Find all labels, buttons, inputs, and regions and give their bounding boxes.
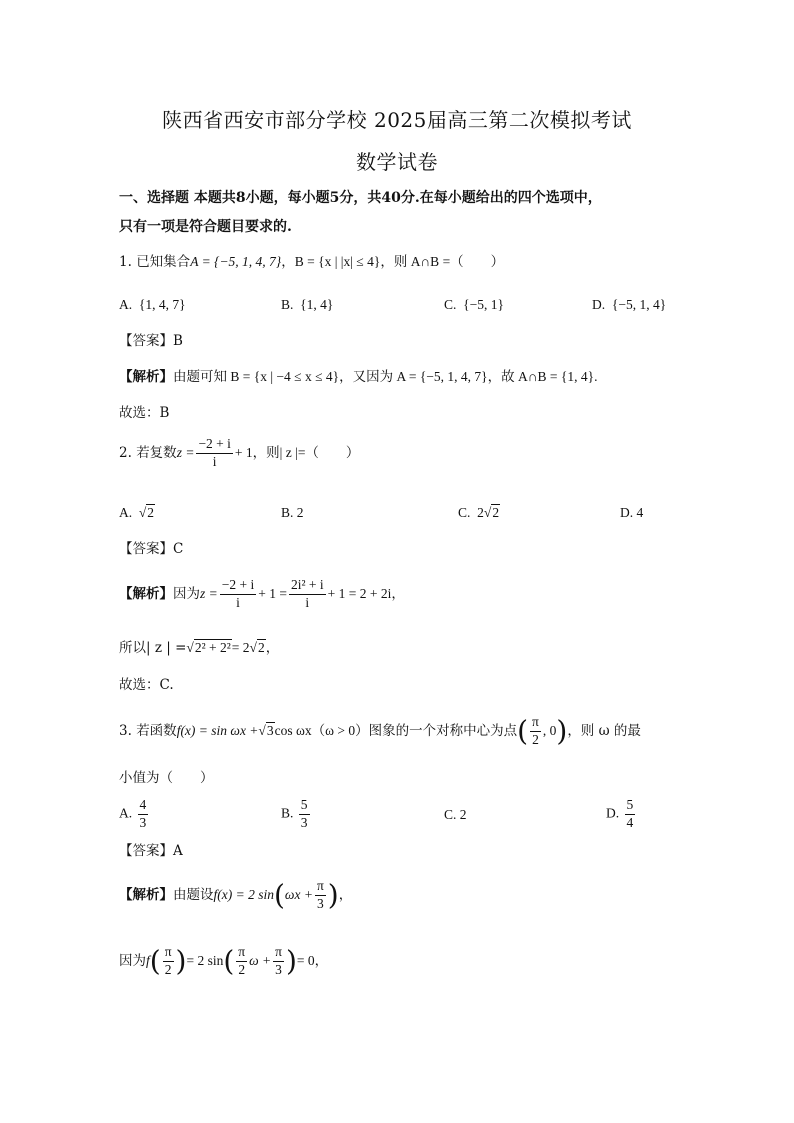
fraction-numerator: π [315,878,326,896]
radicand: 2² + 2² [194,640,231,655]
fraction [315,878,326,913]
left-paren: ( [273,878,285,912]
option-value: {−5, 1, 4} [611,297,667,312]
question-number: 3. [119,722,132,739]
equals-2sin: = 2 sin [186,952,224,968]
option-a[interactable] [119,297,186,313]
option-c[interactable]: C. 2 [444,807,467,822]
left-paren: ( [517,714,529,748]
analysis-prefix: 由题设 [173,886,214,903]
fraction-denominator: 3 [300,814,308,830]
page-title: 陕西省西安市部分学校 2025届高三第二次模拟考试 [162,108,632,132]
option-a[interactable] [119,797,150,832]
analysis-text: 由题可知 B = {x | −4 ≤ x ≤ 4}，又因为 A = {−5, 1, 4, 7}，故 A∩B = {1, 4}. [173,369,598,384]
analysis-tag: 【解析】 [119,369,173,385]
question-1-stem [119,254,504,270]
fraction [289,577,326,612]
fraction [196,436,232,471]
fraction-denominator: 3 [139,814,147,830]
stem-suffix: ，则 ω 的最 [567,722,641,739]
answer-3: 【答案】A [119,843,183,859]
fraction-numerator: 5 [625,797,636,815]
option-coefficient: 2 [477,505,484,520]
fraction [163,944,174,979]
line-end: ， [265,640,280,656]
stem-text: 若函数 [136,722,177,739]
result: + 1 = 2 + 2i， [327,585,405,601]
fraction-denominator: 2 [532,731,539,747]
fraction [299,797,310,832]
option-d[interactable]: D. 4 [620,505,644,520]
set-a: A = {−5, 1, 4, 7} [190,254,282,269]
option-a[interactable]: A. √2 [119,505,155,520]
fraction-denominator: i [212,453,217,469]
question-2-stem [119,436,359,471]
fraction-numerator: π [530,714,541,732]
fraction-numerator: π [273,944,284,962]
section-heading-line1: 一、选择题 本题共8小题，每小题5分，共40分.在每小题给出的四个选项中， [119,190,602,206]
plus-one-equals: + 1 = [258,585,287,601]
z-equals: z = [200,585,218,601]
question-3-stem-line2: 小值为（ ） [119,770,214,786]
option-label: B. [281,805,294,821]
fraction-denominator: 3 [316,895,324,911]
fx-def: f(x) = 2 sin [213,886,274,902]
fraction-denominator: i [305,594,310,610]
radicand: 3 [266,722,274,738]
option-c[interactable] [444,297,504,313]
option-label: C. [444,297,457,312]
fraction-numerator: 5 [299,797,310,815]
stem-text: 已知集合 [136,254,191,270]
fraction-denominator: 3 [275,961,282,977]
set-b-and-question: ，B = {x | |x| ≤ 4}，则 A∩B =（ ） [281,254,505,269]
option-value: {1, 4, 7} [138,297,186,312]
answer-1: 【答案】B [119,333,183,349]
page-subtitle: 数学试卷 [356,150,438,174]
option-label: B. [281,297,294,312]
option-value: 2 [492,505,500,520]
option-b[interactable]: B. 2 [281,505,304,520]
conclusion-2: 故选：C. [119,677,174,693]
option-label: C. [458,505,471,520]
analysis-tag: 【解析】 [119,585,173,602]
stem-text: 若复数 [136,444,177,461]
plus-one: + 1 [234,444,253,460]
omega-plus: ω + [249,952,272,968]
fraction-denominator: 4 [626,814,634,830]
option-label: A. [119,505,133,520]
option-value: {1, 4} [300,297,334,312]
question-number: 1. [119,254,132,270]
analysis-3-line2 [119,944,328,979]
option-b[interactable] [281,797,312,832]
argument: ωx + [284,886,313,902]
option-value: 2 [147,505,155,520]
analysis-1 [119,369,597,385]
fraction [220,577,256,612]
analysis-tag: 【解析】 [119,886,173,903]
option-label: A. [119,297,133,312]
right-paren: ) [556,714,568,748]
right-paren: ) [327,878,339,912]
option-b[interactable] [281,297,333,313]
answer-2: 【答案】C [119,541,184,557]
analysis-2-line1 [119,577,405,612]
question-3-stem: 3. 若函数f(x) = sin ωx +√3cos ωx（ω > 0）图象的一个对称中心为点( $\frac{\pi}{2}$ , 0)，则 ω 的最 [119,714,641,748]
radicand: 2 [257,640,265,655]
fraction-denominator: i [236,594,240,610]
fraction [625,797,636,832]
analysis-3-line1 [119,878,352,913]
analysis-2-line2: 所以| z | =√2² + 2²= 2√2， [119,640,280,656]
option-label: A. [119,805,133,821]
fraction [138,797,149,832]
fraction-numerator: 2i² + i [289,577,326,595]
option-d[interactable] [606,797,637,832]
line-prefix: 因为 [119,952,146,969]
z-equals: z = [176,444,195,460]
function-def: f(x) = sin ωx + [176,722,259,738]
fraction-numerator: −2 + i [196,436,232,454]
conclusion-1: 故选：B [119,405,170,421]
option-value: {−5, 1} [463,297,504,312]
left-paren: ( [223,944,235,978]
option-d[interactable] [592,297,666,313]
section-heading-line2: 只有一项是符合题目要求的. [119,219,292,235]
equals-two: = 2 [231,640,250,655]
option-label: D. [606,805,620,821]
fraction [236,944,247,979]
fraction-numerator: π [163,944,174,962]
line-end: = 0， [296,952,329,968]
question-number: 2. [119,444,132,461]
option-c[interactable]: C. 2√2 [458,505,500,520]
line-end: ， [338,886,353,903]
point-rest: , 0 [542,722,557,738]
fraction [273,944,284,979]
stem-suffix: ，则| z |=（ ） [252,444,360,460]
analysis-prefix: 因为 [173,585,200,602]
function-rest: cos ωx（ω > 0）图象的一个对称中心为点 [274,722,518,738]
option-label: D. [592,297,606,312]
fraction-denominator: 2 [164,961,172,977]
left-paren: ( [149,944,161,978]
fraction [530,714,541,749]
fraction-numerator: 4 [138,797,149,815]
fraction-denominator: 2 [238,961,246,977]
line-prefix: 所以| z | = [119,640,187,656]
fraction-numerator: −2 + i [220,577,256,595]
f-letter: f [146,952,150,968]
fraction-numerator: π [236,944,247,962]
right-paren: ) [175,944,187,978]
right-paren: ) [285,944,297,978]
